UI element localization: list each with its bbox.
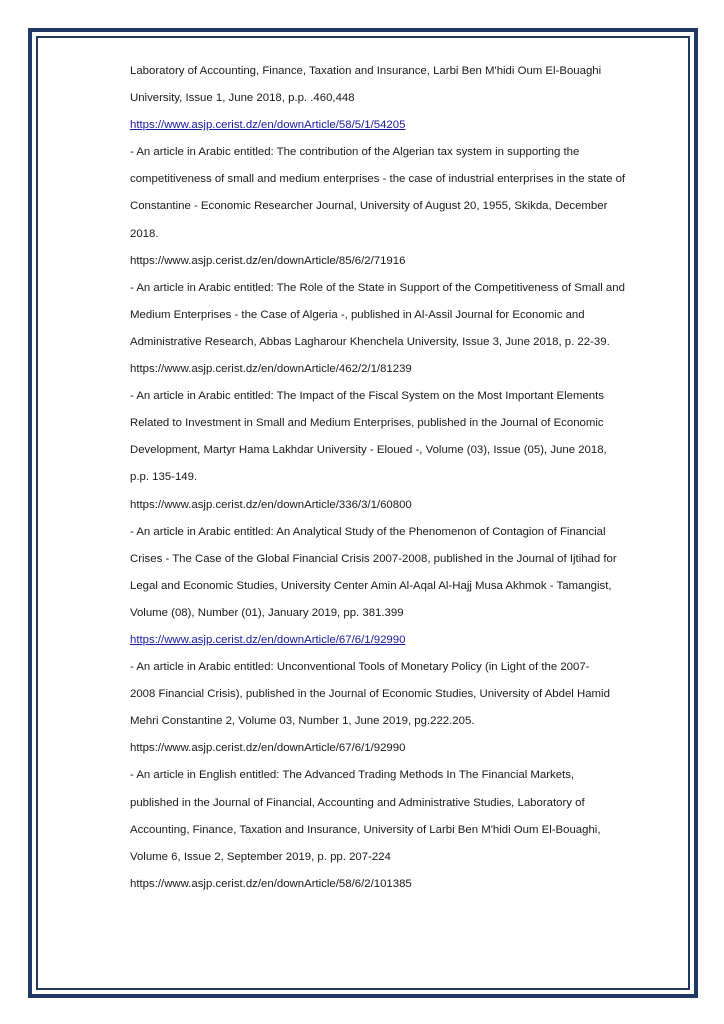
reference-line: - An article in Arabic entitled: The Role of the State in Support of the Competitiveness of Small and: [130, 281, 625, 294]
reference-list: [130, 58, 660, 898]
reference-line: Volume (08), Number (01), January 2019, pp. 381.399: [130, 606, 404, 619]
reference-link[interactable]: https://www.asjp.cerist.dz/en/downArticle/58/5/1/54205: [130, 119, 406, 132]
reference-line: published in the Journal of Financial, Accounting and Administrative Studies, Laboratory of: [130, 796, 585, 809]
reference-line: Related to Investment in Small and Medium Enterprises, published in the Journal of Economic: [130, 417, 604, 430]
reference-url: https://www.asjp.cerist.dz/en/downArticle/67/6/1/92990: [130, 742, 406, 755]
reference-line: Administrative Research, Abbas Lagharour Khenchela University, Issue 3, June 2018, p. 22-39.: [130, 335, 610, 348]
reference-line: Accounting, Finance, Taxation and Insurance, University of Larbi Ben M'hidi Oum El-Bouaghi,: [130, 823, 601, 836]
reference-line: Mehri Constantine 2, Volume 03, Number 1, June 2019, pg.222.205.: [130, 715, 475, 728]
reference-line: Crises - The Case of the Global Financial Crisis 2007-2008, published in the Journal of Ijtihad for: [130, 552, 617, 565]
reference-line: Volume 6, Issue 2, September 2019, p. pp. 207-224: [130, 850, 391, 863]
reference-line: 2008 Financial Crisis), published in the Journal of Economic Studies, University of Abdel Hamid: [130, 688, 610, 701]
reference-line: - An article in English entitled: The Advanced Trading Methods In The Financial Markets,: [130, 769, 575, 782]
reference-url: https://www.asjp.cerist.dz/en/downArticle/85/6/2/71916: [130, 254, 406, 267]
reference-url: https://www.asjp.cerist.dz/en/downArticle/336/3/1/60800: [130, 498, 412, 511]
reference-url: https://www.asjp.cerist.dz/en/downArticle/462/2/1/81239: [130, 363, 412, 376]
reference-line: 2018.: [130, 227, 159, 240]
reference-url: https://www.asjp.cerist.dz/en/downArticle/58/6/2/101385: [130, 877, 412, 890]
reference-line: p.p. 135-149.: [130, 471, 198, 484]
reference-line: Legal and Economic Studies, University Center Amin Al-Aqal Al-Hajj Musa Akhmok - Tamangist,: [130, 579, 612, 592]
reference-line: Constantine - Economic Researcher Journal, University of August 20, 1955, Skikda, December: [130, 200, 608, 213]
reference-line: - An article in Arabic entitled: An Analytical Study of the Phenomenon of Contagion of Financial: [130, 525, 606, 538]
reference-line: University, Issue 1, June 2018, p.p. .460,448: [130, 92, 355, 105]
reference-line: Medium Enterprises - the Case of Algeria -, published in Al-Assil Journal for Economic and: [130, 308, 585, 321]
reference-link[interactable]: https://www.asjp.cerist.dz/en/downArticle/67/6/1/92990: [130, 633, 406, 646]
reference-line: Development, Martyr Hama Lakhdar University - Eloued -, Volume (03), Issue (05), June 2018,: [130, 444, 607, 457]
reference-line: - An article in Arabic entitled: The contribution of the Algerian tax system in supporting the: [130, 146, 580, 159]
reference-line: - An article in Arabic entitled: The Impact of the Fiscal System on the Most Important Elements: [130, 390, 604, 403]
reference-line: Laboratory of Accounting, Finance, Taxation and Insurance, Larbi Ben M'hidi Oum El-Bouaghi: [130, 65, 602, 77]
reference-line: - An article in Arabic entitled: Unconventional Tools of Monetary Policy (in Light of the 2007-: [130, 661, 590, 674]
reference-line: competitiveness of small and medium enterprises - the case of industrial enterprises in the state of: [130, 173, 626, 186]
